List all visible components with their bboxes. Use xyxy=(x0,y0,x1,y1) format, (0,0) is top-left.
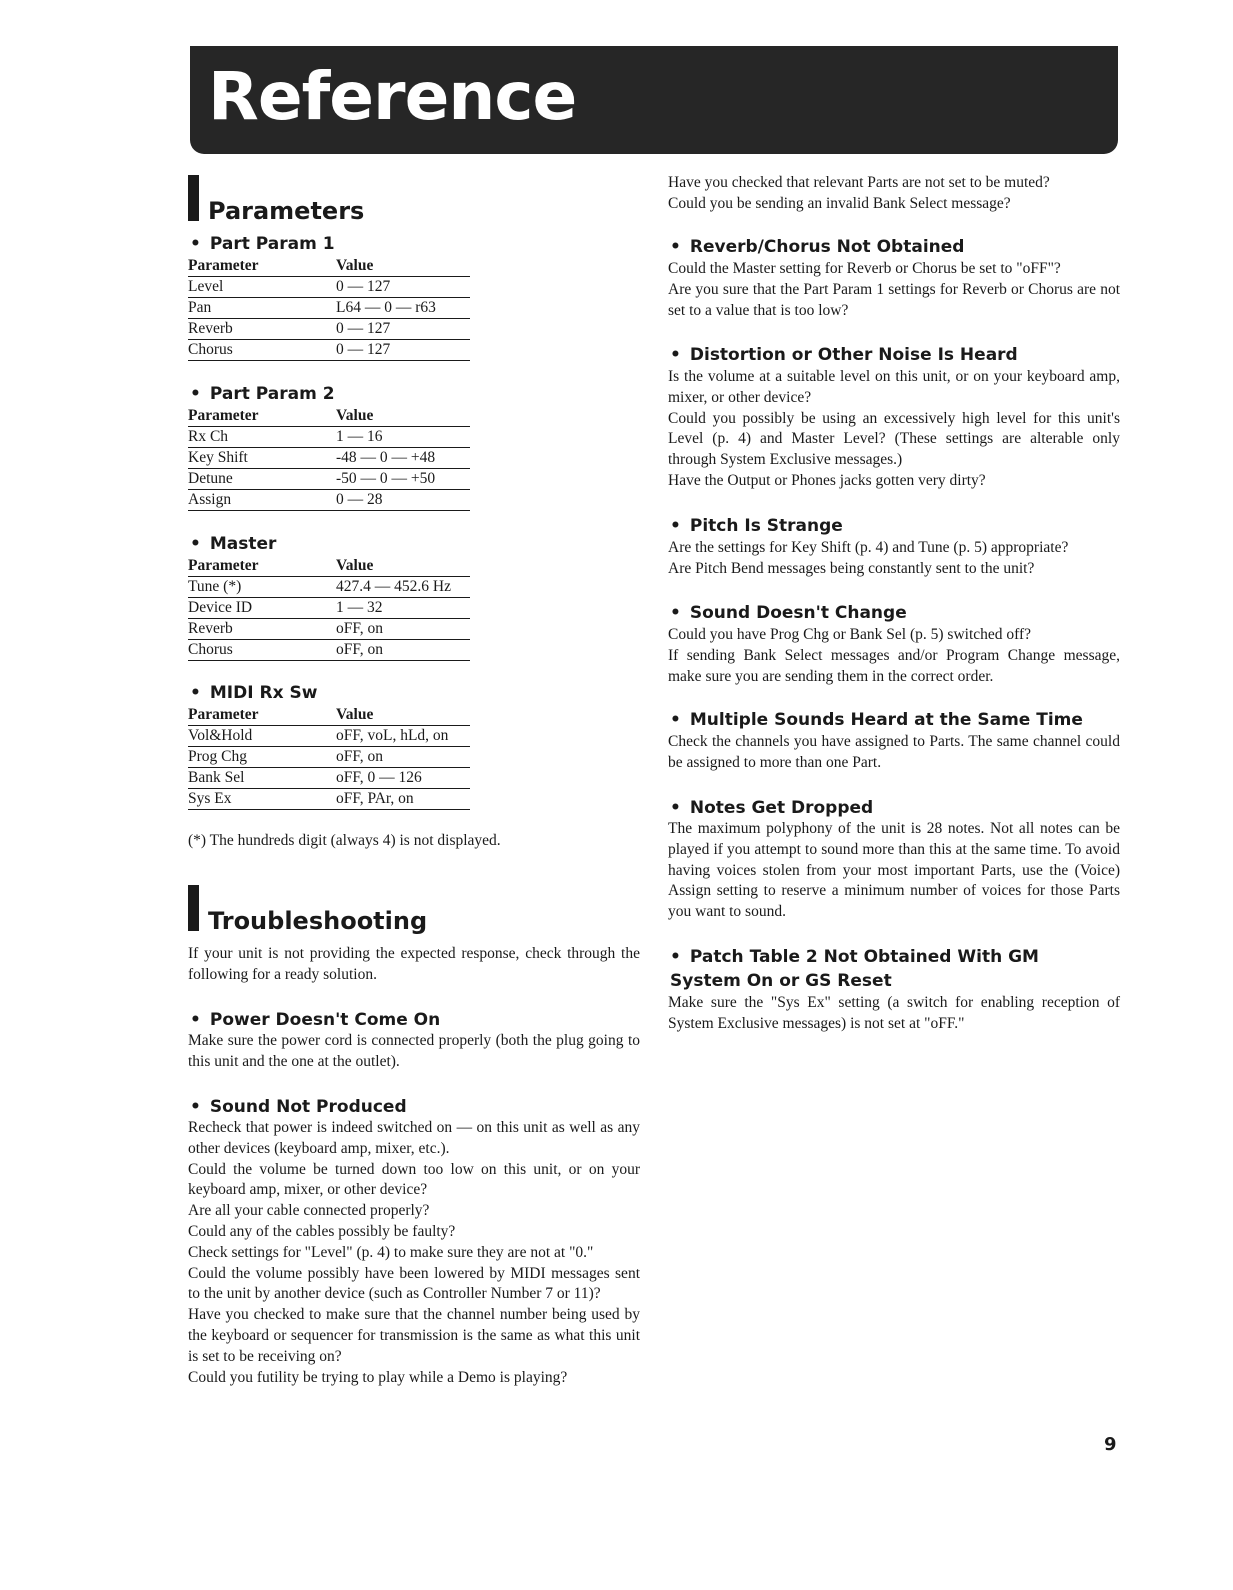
section-bar xyxy=(188,885,199,931)
power-text: Make sure the power cord is connected properly (both the plug going to this unit and the one at the outlet). xyxy=(188,1032,640,1070)
table-header: Parameter Value xyxy=(188,406,470,427)
section-bar xyxy=(188,175,199,221)
parameters-heading xyxy=(188,175,365,225)
table-row: Prog Chg oFF, on xyxy=(188,747,470,768)
troubleshooting-intro: If your unit is not providing the expected response, check through the following for a ready solution. xyxy=(188,945,640,983)
subheading-part-param-1: • Part Param 1 xyxy=(190,234,335,254)
table-row: Chorus oFF, on xyxy=(188,640,470,661)
distortion-text: Is the volume at a suitable level on this unit, or on your keyboard amp, mixer, or other device? Could you possibly be using an excessively high level for this unit's Level (p. 4) and Master Level? (These settings are alterable only through System Exclusive messages.) Have the Output or Phones jacks gotten very dirty? xyxy=(668,368,1120,489)
sound-change-text: Could you have Prog Chg or Bank Sel (p. 5) switched off? If sending Bank Select messages and/or Program Change message, make sure you are sending them in the correct order. xyxy=(668,626,1120,685)
table-row: Pan L64 — 0 — r63 xyxy=(188,298,470,319)
subheading-master: • Master xyxy=(190,534,277,554)
table-row: Detune -50 — 0 — +50 xyxy=(188,469,470,490)
table-row: Reverb oFF, on xyxy=(188,619,470,640)
table-row: Key Shift -48 — 0 — +48 xyxy=(188,448,470,469)
troubleshooting-heading xyxy=(188,885,428,935)
multiple-sounds-text: Check the channels you have assigned to Parts. The same channel could be assigned to more than one Part. xyxy=(668,733,1120,771)
table-row: Level 0 — 127 xyxy=(188,277,470,298)
reverb-chorus-text: Could the Master setting for Reverb or Chorus be set to "oFF"? Are you sure that the Part Param 1 settings for Reverb or Chorus are not set to a value that is too low? xyxy=(668,260,1120,319)
subheading-multiple-sounds: • Multiple Sounds Heard at the Same Time xyxy=(670,710,1083,730)
subheading-midi-rx-sw: • MIDI Rx Sw xyxy=(190,683,318,703)
table-header: Parameter Value xyxy=(188,256,470,277)
notes-dropped-text: The maximum polyphony of the unit is 28 notes. Not all notes can be played if you attempt to sound more than this at the same time. To avoid having voices stolen from your most important Parts, use the (Voice) Assign setting to reserve a minimum number of voices for those Parts you want to sound. xyxy=(668,820,1120,921)
table-row: Vol&Hold oFF, voL, hLd, on xyxy=(188,726,470,747)
table-header: Parameter Value xyxy=(188,556,470,577)
table-row: Reverb 0 — 127 xyxy=(188,319,470,340)
sound-not-produced-text: Recheck that power is indeed switched on — on this unit as well as any other devices (keyboard amp, mixer, etc.). Could the volume be turned down too low on this unit, or on your keyboard amp, mixer, or other device? Are all your cable connected properly? Could any of the cables possibly be faulty? Check settings for "Level" (p. 4) to make sure they are not at "0." Could the volume possibly have been lowered by MIDI messages sent to the unit by another device (such as Controller Number 7 or 11)? Have you checked to make sure that the channel number being used by the keyboard or sequencer for transmission is the same as what this unit is set to be receiving on? Could you futility be trying to play while a Demo is playing? xyxy=(188,1119,640,1386)
table-row: Chorus 0 — 127 xyxy=(188,340,470,361)
subheading-reverb-chorus: • Reverb/Chorus Not Obtained xyxy=(670,237,965,257)
header-banner xyxy=(190,46,1118,154)
part-param-2-table xyxy=(188,406,470,511)
table-row: Device ID 1 — 32 xyxy=(188,598,470,619)
subheading-sound-change: • Sound Doesn't Change xyxy=(670,603,907,623)
section-title: Troubleshooting xyxy=(208,907,428,935)
subheading-patch-table: • Patch Table 2 Not Obtained With GM System On or GS Reset xyxy=(670,947,1039,991)
subheading-power: • Power Doesn't Come On xyxy=(190,1010,441,1030)
subheading-distortion: • Distortion or Other Noise Is Heard xyxy=(670,345,1018,365)
footnote: (*) The hundreds digit (always 4) is not displayed. xyxy=(188,832,501,849)
part-param-1-table xyxy=(188,256,470,361)
page-title: Reference xyxy=(208,58,577,135)
table-row: Bank Sel oFF, 0 — 126 xyxy=(188,768,470,789)
subheading-part-param-2: • Part Param 2 xyxy=(190,384,335,404)
subheading-pitch: • Pitch Is Strange xyxy=(670,516,843,536)
continued-text: Have you checked that relevant Parts are not set to be muted? Could you be sending an invalid Bank Select message? xyxy=(668,174,1050,212)
table-row: Assign 0 — 28 xyxy=(188,490,470,511)
section-title: Parameters xyxy=(208,197,365,225)
subheading-sound-not-produced: • Sound Not Produced xyxy=(190,1097,407,1117)
page-number: 9 xyxy=(1104,1434,1117,1455)
pitch-text: Are the settings for Key Shift (p. 4) and Tune (p. 5) appropriate? Are Pitch Bend messages being constantly sent to the unit? xyxy=(668,539,1069,577)
patch-table-text: Make sure the "Sys Ex" setting (a switch for enabling reception of System Exclusive messages) is not set at "oFF." xyxy=(668,994,1120,1032)
table-row: Rx Ch 1 — 16 xyxy=(188,427,470,448)
midi-rx-sw-table xyxy=(188,705,470,810)
table-header: Parameter Value xyxy=(188,705,470,726)
subheading-notes-dropped: • Notes Get Dropped xyxy=(670,798,874,818)
master-table xyxy=(188,556,470,661)
table-row: Sys Ex oFF, PAr, on xyxy=(188,789,470,810)
table-row: Tune (*) 427.4 — 452.6 Hz xyxy=(188,577,470,598)
